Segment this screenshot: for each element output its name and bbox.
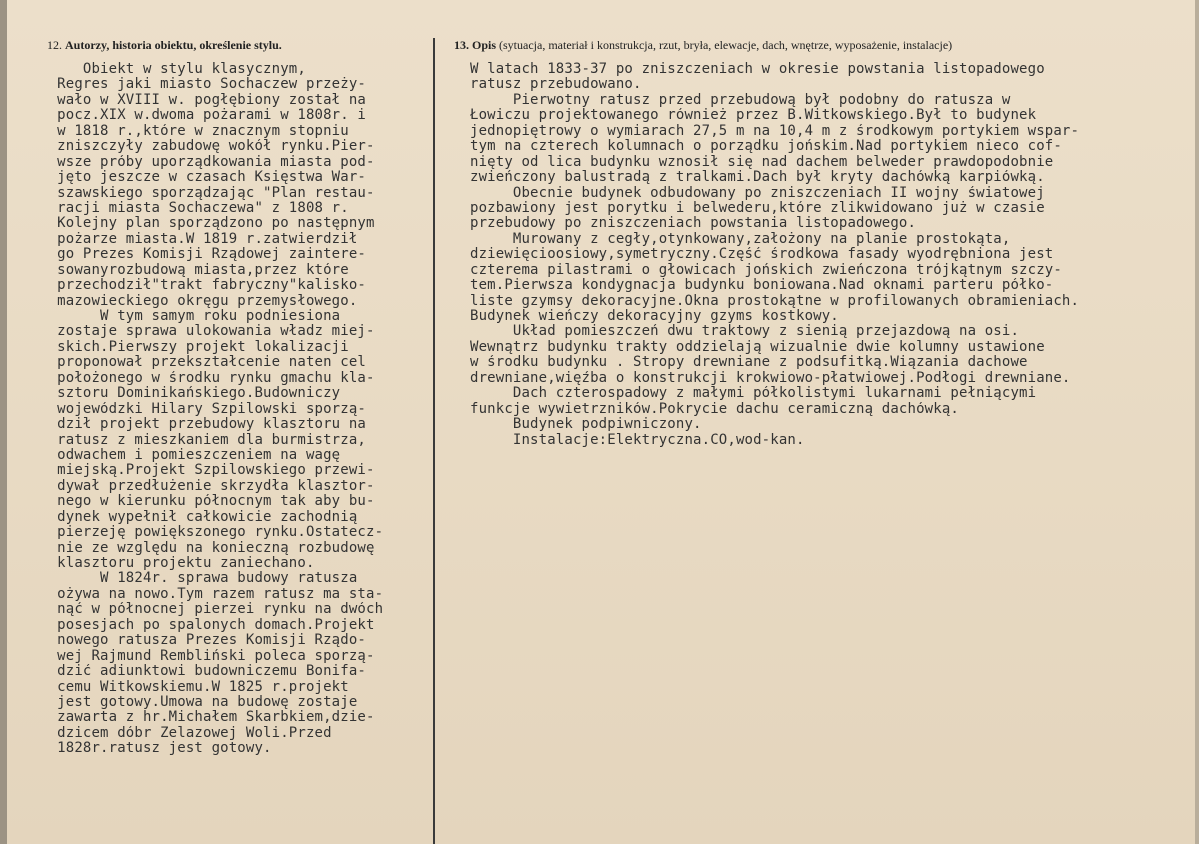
- description-text-column: [470, 62, 1194, 448]
- history-text-line: Obiekt w stylu klasycznym,: [40, 62, 306, 77]
- history-text-line: Kolejny plan sporządzono po następnym: [40, 216, 375, 232]
- history-text-line: odwachem i pomieszczeniem na wagę: [40, 447, 341, 463]
- history-text-line: klasztoru projektu zaniechano.: [40, 556, 315, 571]
- description-text-line: przebudowy po zniszczeniach powstania listopadowego.: [470, 216, 917, 232]
- history-text-line: szawskiego sporządzając "Plan restau-: [40, 185, 375, 201]
- history-text-line: nego w kierunku północnym tak aby bu-: [40, 494, 375, 510]
- history-text-line: pożarze miasta.W 1819 r.zatwierdził: [40, 231, 358, 247]
- history-text-line: dzicem dóbr Żelazowej Woli.Przed: [40, 725, 332, 741]
- history-text-line: w 1818 r.,które w znacznym stopniu: [40, 123, 349, 139]
- history-text-line: ożywa na nowo.Tym razem ratusz ma sta-: [40, 586, 384, 602]
- description-text-line: Łowiczu projektowanego również przez B.Witkowskiego.Był to budynek: [470, 108, 1037, 124]
- description-text-line: nięty od lica budynku wznosił się nad dachem belweder prawdopodobnie: [470, 154, 1054, 170]
- history-text-line: cemu Witkowskiemu.W 1825 r.projekt: [40, 679, 349, 695]
- history-text-line: W 1824r. sprawa budowy ratusza: [40, 571, 358, 587]
- history-text-line: jęto jeszcze w czasach Księstwa War-: [40, 170, 366, 186]
- description-text-line: Obecnie budynek odbudowany po zniszczeniach II wojny światowej: [470, 185, 1045, 201]
- history-text-line: jest gotowy.Umowa na budowę zostaje: [40, 694, 358, 710]
- history-text-line: dywał przedłużenie skrzydła klasztor-: [40, 478, 375, 494]
- description-text-line: funkcje wywietrzników.Pokrycie dachu ceramiczną dachówką.: [470, 401, 959, 417]
- history-text-line: nąć w północnej pierzei rynku na dwóch: [40, 602, 384, 618]
- description-text-line: Wewnątrz budynku trakty oddzielają wizualnie dwie kolumny ustawione: [470, 339, 1045, 355]
- description-text-line: w środku budynku . Stropy drewniane z podsufitką.Wiązania dachowe: [470, 355, 1028, 371]
- paper-left-edge: [0, 0, 7, 844]
- description-text-line: Budynek wieńczy dekoracyjny gzyms kostkowy.: [470, 309, 839, 324]
- history-text-line: zostaje sprawa ulokowania władz miej-: [40, 324, 375, 340]
- description-text-line: Dach czterospadowy z małymi półkolistymi lukarnami pełniącymi: [470, 386, 1037, 402]
- description-text-line: pozbawiony jest porytku i belwederu,które zlikwidowano już w czasie: [470, 200, 1045, 216]
- section-13-number: 13.: [454, 38, 469, 52]
- description-text-line: jednopiętrowy o wymiarach 27,5 m na 10,4 m z środkowym portykiem wspar-: [470, 123, 1080, 139]
- history-text-line: wsze próby uporządkowania miasta pod-: [40, 154, 375, 170]
- history-text-line: nie ze względu na konieczną rozbudowę: [40, 540, 375, 556]
- history-text-line: wało w XVIII w. pogłębiony został na: [40, 92, 366, 108]
- history-text-line: W tym samym roku podniesiona: [40, 309, 341, 324]
- history-text-line: mazowieckiego okręgu przemysłowego.: [40, 293, 358, 309]
- description-text-line: tem.Pierwsza kondygnacja budynku boniowana.Nad oknami parteru półko-: [470, 278, 1054, 294]
- history-text-line: położonego w środku rynku gmachu kla-: [40, 370, 375, 386]
- section-13-title-bold: Opis: [472, 38, 497, 52]
- history-text-line: pocz.XIX w.dwoma pożarami w 1808r. i: [40, 108, 366, 124]
- section-12-title: Autorzy, historia obiektu, określenie stylu.: [65, 38, 282, 52]
- history-text-column: [40, 62, 432, 757]
- history-text-line: wej Rajmund Rembliński poleca sporzą-: [40, 648, 375, 664]
- description-text-line: Instalacje:Elektryczna.CO,wod-kan.: [470, 432, 805, 448]
- description-text-line: Układ pomieszczeń dwu traktowy z sienią przejazdową na osi.: [470, 324, 1020, 340]
- history-text-line: go Prezes Komisji Rządowej zaintere-: [40, 247, 366, 263]
- description-text-line: W latach 1833-37 po zniszczeniach w okresie powstania listopadowego: [470, 62, 1045, 77]
- history-text-line: dzić adiunktowi budowniczemu Bonifa-: [40, 664, 366, 680]
- description-text-line: drewniane,więźba o konstrukcji krokwiowo-płatwiowej.Podłogi drewniane.: [470, 370, 1071, 386]
- history-text-line: pierzeję powiększonego rynku.Ostatecz-: [40, 525, 384, 541]
- history-text-line: nowego ratusza Prezes Komisji Rządo-: [40, 633, 366, 649]
- section-12-header: [47, 38, 282, 53]
- section-12-number: 12.: [47, 38, 62, 52]
- section-13-header: [454, 38, 952, 53]
- description-text-line: zwieńczony balustradą z tralkami.Dach był kryty dachówką karpiówką.: [470, 170, 1045, 186]
- history-text-line: sztoru Dominikańskiego.Budowniczy: [40, 386, 341, 402]
- description-text-line: Murowany z cegły,otynkowany,założony na planie prostokąta,: [470, 231, 1011, 247]
- description-text-line: Pierwotny ratusz przed przebudową był podobny do ratusza w: [470, 92, 1011, 108]
- history-text-line: proponował przekształcenie naten cel: [40, 355, 366, 371]
- column-divider: [433, 38, 435, 844]
- history-text-line: zawarta z hr.Michałem Skarbkiem,dzie-: [40, 710, 375, 726]
- history-text-line: wojewódzki Hilary Szpilowski sporzą-: [40, 401, 366, 417]
- history-text-line: sowanyrozbudową miasta,przez które: [40, 262, 349, 278]
- description-text-line: Budynek podpiwniczony.: [470, 417, 702, 433]
- section-13-title-rest: (sytuacja, materiał i konstrukcja, rzut, bryła, elewacje, dach, wnętrze, wyposażenie, instalacje): [499, 38, 953, 52]
- history-text-line: skich.Pierwszy projekt lokalizacji: [40, 339, 349, 355]
- history-text-line: 1828r.ratusz jest gotowy.: [40, 741, 272, 757]
- description-text-line: czterema pilastrami o głowicach jońskich zwieńczona trójkątnym szczy-: [470, 262, 1062, 278]
- history-text-line: przechodził"trakt fabryczny"kalisko-: [40, 278, 366, 294]
- history-text-line: zniszczyły zabudowę wokół rynku.Pier-: [40, 139, 375, 155]
- history-text-line: dynek wypełnił całkowicie zachodnią: [40, 509, 358, 525]
- history-text-line: racji miasta Sochaczewa" z 1808 r.: [40, 200, 349, 216]
- description-text-line: liste gzymsy dekoracyjne.Okna prostokątne w profilowanych obramieniach.: [470, 293, 1080, 309]
- description-text-line: dziewięcioosiowy,symetryczny.Część środkowa fasady wyodrębniona jest: [470, 247, 1054, 263]
- description-text-line: tym na czterech kolumnach o porządku jońskim.Nad portykiem nieco cof-: [470, 139, 1062, 155]
- history-text-line: Regres jaki miasto Sochaczew przeży-: [40, 77, 366, 93]
- history-text-line: posesjach po spalonych domach.Projekt: [40, 617, 375, 633]
- paper-right-edge: [1195, 0, 1199, 844]
- description-text-line: ratusz przebudowano.: [470, 77, 642, 93]
- history-text-line: ratusz z mieszkaniem dla burmistrza,: [40, 432, 366, 448]
- history-text-line: miejską.Projekt Szpilowskiego przewi-: [40, 463, 375, 479]
- history-text-line: dził projekt przebudowy klasztoru na: [40, 417, 366, 433]
